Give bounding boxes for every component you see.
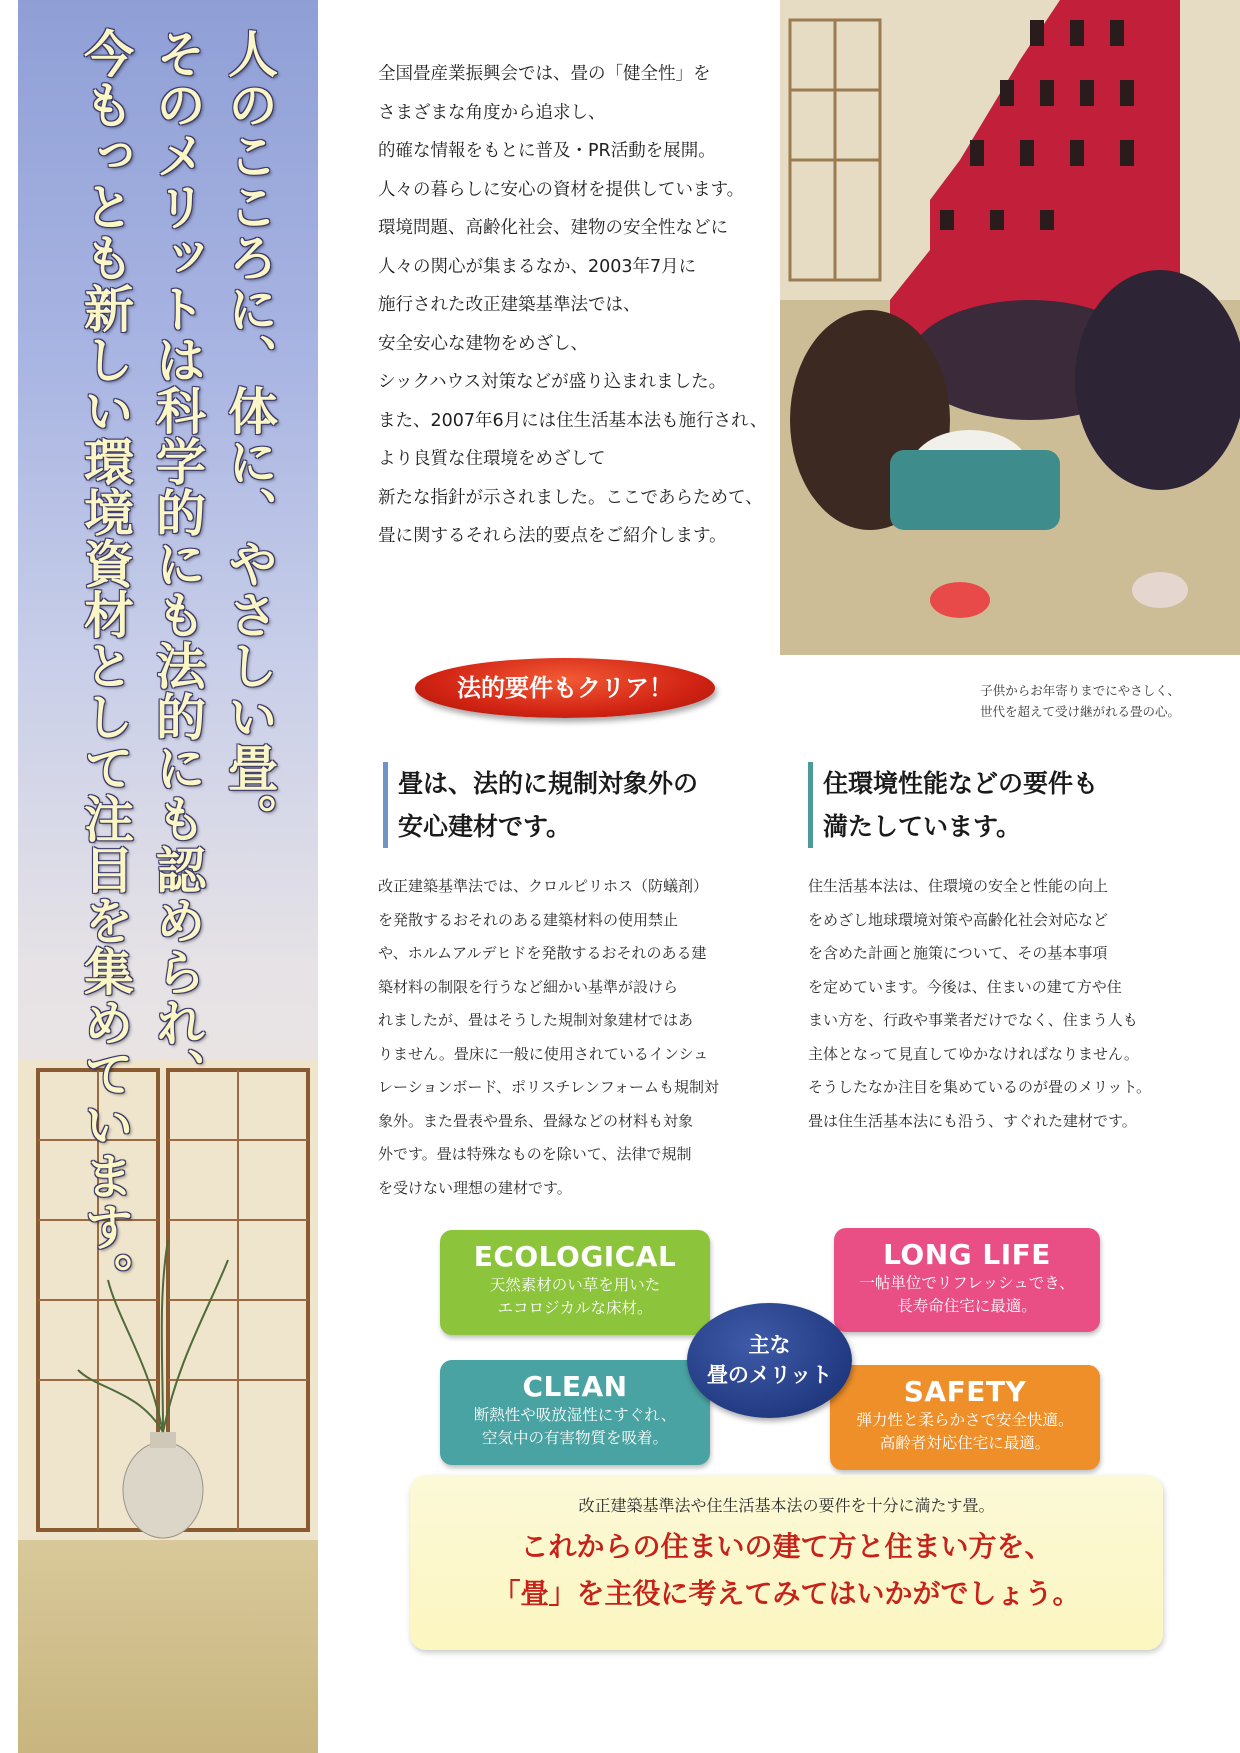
family-photo (780, 0, 1240, 655)
merit-clean-title: CLEAN (522, 1370, 628, 1403)
section-left-body: 改正建築基準法では、クロルピリホス（防蟻剤） を発散するおそれのある建築材料の使用禁止 や、ホルムアルデヒドを発散するおそれのある建 築材料の制限を行うなど細かい基準が設けら れましたが、畳はそうした規制対象建材ではあ りません。畳床に一般に使用されているインシュ レーションボード、ポリスチレンフォームも規制対 象外。また畳表や畳糸、畳縁などの材料も対象 外です。畳は特殊なものを除いて、法律で規制 を受けない理想の建材です。 (378, 877, 720, 1197)
merit-long-life-card: LONG LIFE 一帖単位でリフレッシュでき、 長寿命住宅に最適。 (834, 1228, 1100, 1332)
intro-paragraph: 全国畳産業振興会では、畳の「健全性」を さまざまな角度から追求し、 的確な情報をもとに普及・PR活動を展開。 人々の暮らしに安心の資材を提供しています。 環境問題、高齢化社会、建物の安全性などに 人々の関心が集まるなか、2003年7月に 施行された改正建築基準法では、 安全安心な建物をめざし、 シックハウス対策などが盛り込まれました。 また、2007年6月には住生活基本法も施行され、 より良質な住環境をめざして 新たな指針が示されました。ここであらためて、 畳に関するそれら法的要点をご紹介します。 (378, 64, 768, 546)
merit-long-life-title: LONG LIFE (883, 1238, 1051, 1271)
tatami-floor (18, 1540, 318, 1753)
headline-line-1: 人のこころに、体に、やさしい畳。 (220, 28, 278, 844)
merit-safety-card: SAFETY 弾力性と柔らかさで安全快適。 高齢者対応住宅に最適。 (830, 1365, 1100, 1470)
conclusion-line-2: 「畳」を主役に考えてみてはいかがでしょう。 (492, 1577, 1081, 1610)
merit-safety-title: SAFETY (903, 1375, 1027, 1408)
photo-caption: 子供からお年寄りまでにやさしく、 世代を超えて受け継がれる畳の心。 (979, 683, 1180, 719)
headline-line-2: そのメリットは科学的にも法的にも認められ、 (148, 28, 206, 1099)
merit-ecological-title: ECOLOGICAL (473, 1240, 677, 1273)
section-right-heading: 住環境性能などの要件も 満たしています。 (808, 762, 1098, 848)
section-left-heading: 畳は、法的に規制対象外の 安心建材です。 (383, 762, 698, 848)
legal-requirements-badge: 法的要件もクリア！ (415, 658, 715, 718)
merit-ecological-card: ECOLOGICAL 天然素材のい草を用いた エコロジカルな床材。 (440, 1230, 710, 1335)
merit-clean-card: CLEAN 断熱性や吸放湿性にすぐれ、 空気中の有害物質を吸着。 (440, 1360, 710, 1465)
conclusion-line-1: これからの住まいの建て方と住まい方を、 (520, 1530, 1053, 1563)
shoji-screen-illustration (18, 1060, 318, 1540)
conclusion-subtitle: 改正建築基準法や住生活基本法の要件を十分に満たす畳。 (578, 1496, 995, 1515)
headline-line-3: 今もっとも新しい環境資材として注目を集めています。 (76, 28, 134, 1303)
conclusion-box (410, 1475, 1163, 1650)
section-right-body: 住生活基本法は、住環境の安全と性能の向上 をめざし地球環境対策や高齢化社会対応など を含めた計画と施策について、その基本事項 を定めています。今後は、住まいの建て方や住 まい方を、行政や事業者だけでなく、住まう人も 主体となって見直してゆかなければなりません。 そうしたなか注目を集めているのが畳のメリット。 畳は住生活基本法にも沿う、すぐれた建材です。 (808, 877, 1152, 1130)
merits-center-label: 主な 畳のメリット (687, 1303, 852, 1418)
